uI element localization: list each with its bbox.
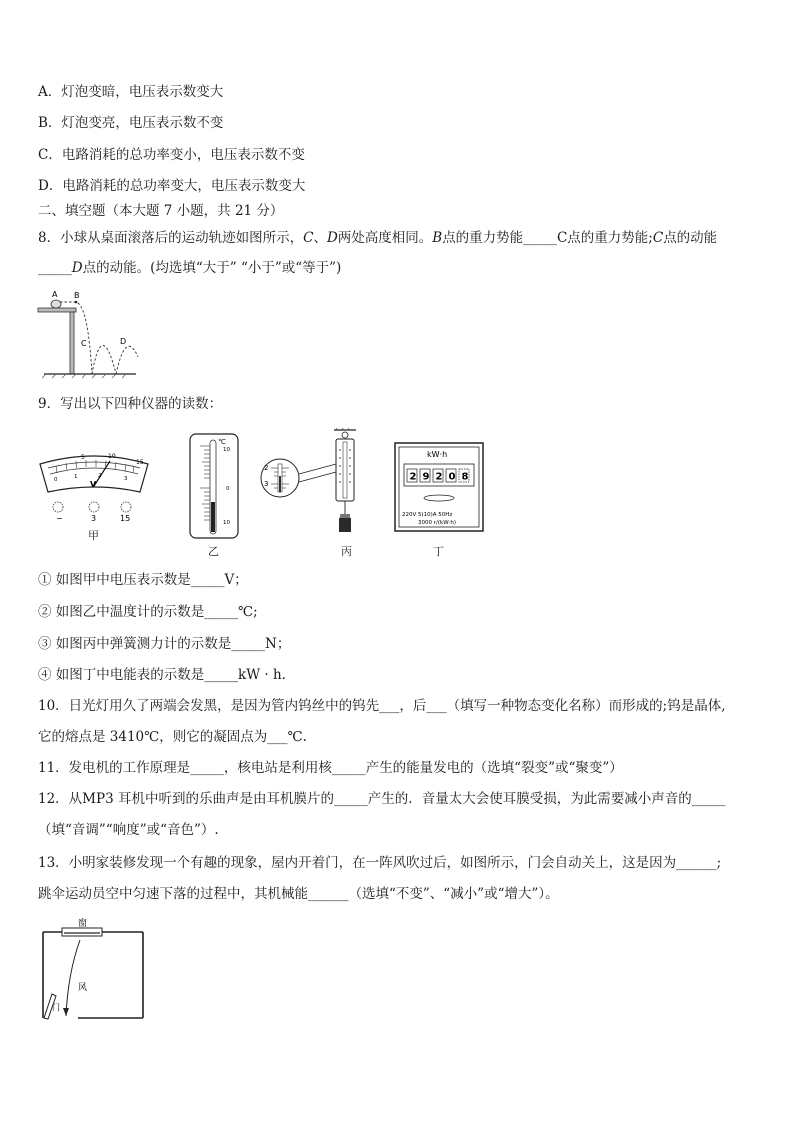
- volt-tick-3: 3: [124, 476, 128, 482]
- q12-line-2: （填“音调”“响度”或“音色”）.: [38, 822, 219, 838]
- thermometer-figure: [188, 432, 240, 540]
- q11-line: 11．发电机的工作原理是_____，核电站是利用核_____产生的能量发电的（选填“裂变”或“聚变”）: [38, 760, 623, 776]
- q9-title: 9．写出以下四种仪器的读数：: [38, 396, 223, 412]
- label-b: B: [74, 291, 80, 300]
- wind-label: 风: [78, 983, 88, 993]
- q13-line-1: 13．小明家装修发现一个有趣的现象，屋内开着门，在一阵风吹过后，如图所示，门会自动关上，这是因为______;: [38, 855, 722, 871]
- q7-option-a: A．灯泡变暗，电压表示数变大: [38, 84, 224, 100]
- thermo-tick-10-top: 10: [223, 447, 230, 453]
- q8-trajectory-figure: [36, 287, 156, 379]
- meter-unit: kW·h: [427, 450, 448, 459]
- terminal-neg: −: [56, 514, 63, 523]
- volt-tick-1: 1: [74, 474, 78, 480]
- caption-yi: 乙: [208, 545, 219, 558]
- label-a: A: [52, 290, 58, 299]
- meter-digit-5: 8: [461, 471, 469, 483]
- q9-item-2: ② 如图乙中温度计的示数是_____℃;: [38, 604, 258, 620]
- q12-line-1: 12．从MP3 耳机中听到的乐曲声是由耳机膜片的_____产生的．音量太大会使耳膜受损，为此需要减小声音的_____: [38, 791, 726, 807]
- thermo-tick-0: 0: [226, 486, 230, 492]
- caption-ding: 丁: [433, 545, 444, 558]
- energy-meter-figure: [394, 442, 484, 532]
- q13-line-2: 跳伞运动员空中匀速下落的过程中，其机械能______（选填“不变”、“减小”或“增大”）。: [38, 886, 559, 902]
- caption-bing: 丙: [341, 545, 352, 558]
- scale-tick-2: 2: [264, 464, 269, 472]
- voltmeter-figure: [36, 452, 152, 524]
- caption-jia: 甲: [88, 529, 99, 542]
- q9-item-1: ① 如图甲中电压表示数是_____V；: [38, 572, 248, 588]
- meter-digit-1: 2: [409, 471, 417, 483]
- thermo-tick-10-bottom: 10: [223, 520, 230, 526]
- label-d: D: [120, 337, 127, 346]
- label-c: C: [81, 339, 87, 348]
- meter-digit-4: 0: [448, 471, 456, 483]
- volt-tick-10: 10: [108, 453, 116, 460]
- q7-option-c: C．电路消耗的总功率变小，电压表示数不变: [38, 147, 305, 163]
- q8-line-2: _____D点的动能。(均选填“大于” “小于”或“等于”): [38, 260, 342, 276]
- volt-tick-2: 2: [98, 473, 102, 479]
- volt-tick-5: 5: [81, 454, 85, 461]
- meter-spec-2: 3000 r/(kW·h): [418, 520, 457, 526]
- section-title: 二、填空题（本大题 7 小题，共 21 分）: [38, 203, 284, 219]
- volt-tick-15: 15: [136, 459, 144, 466]
- thermo-unit: ℃: [218, 438, 226, 446]
- q13-room-figure: [38, 918, 148, 1024]
- q8-line-1: 8．小球从桌面滚落后的运动轨迹如图所示，C、D两处高度相同。B点的重力势能_____C点的重力势能;C点的动能: [38, 230, 718, 246]
- q7-option-b: B．灯泡变亮，电压表示数不变: [38, 115, 224, 131]
- scale-tick-3: 3: [264, 480, 269, 488]
- q7-option-d: D．电路消耗的总功率变大，电压表示数变大: [38, 178, 306, 194]
- q10-line-2: 它的熔点是 3410℃，则它的凝固点为___℃.: [38, 729, 307, 745]
- spring-scale-figure: [256, 428, 376, 540]
- meter-spec: 220V 5(10)A 50Hz: [402, 512, 453, 518]
- window-label: 窗: [78, 919, 88, 929]
- terminal-15: 15: [120, 514, 131, 523]
- q9-item-4: ④ 如图丁中电能表的示数是_____kW · h.: [38, 667, 286, 683]
- meter-digit-2: 9: [422, 471, 430, 483]
- terminal-3: 3: [91, 514, 97, 523]
- door-label: 门: [52, 1003, 60, 1012]
- volt-tick-0: 0: [54, 477, 58, 483]
- q10-line-1: 10．日光灯用久了两端会发黑，是因为管内钨丝中的钨先___，后___（填写一种物态变化名称）而形成的;钨是晶体,: [38, 698, 726, 714]
- meter-digit-3: 2: [435, 471, 443, 483]
- volt-symbol: V: [90, 480, 97, 489]
- q9-item-3: ③ 如图丙中弹簧测力计的示数是_____N；: [38, 636, 291, 652]
